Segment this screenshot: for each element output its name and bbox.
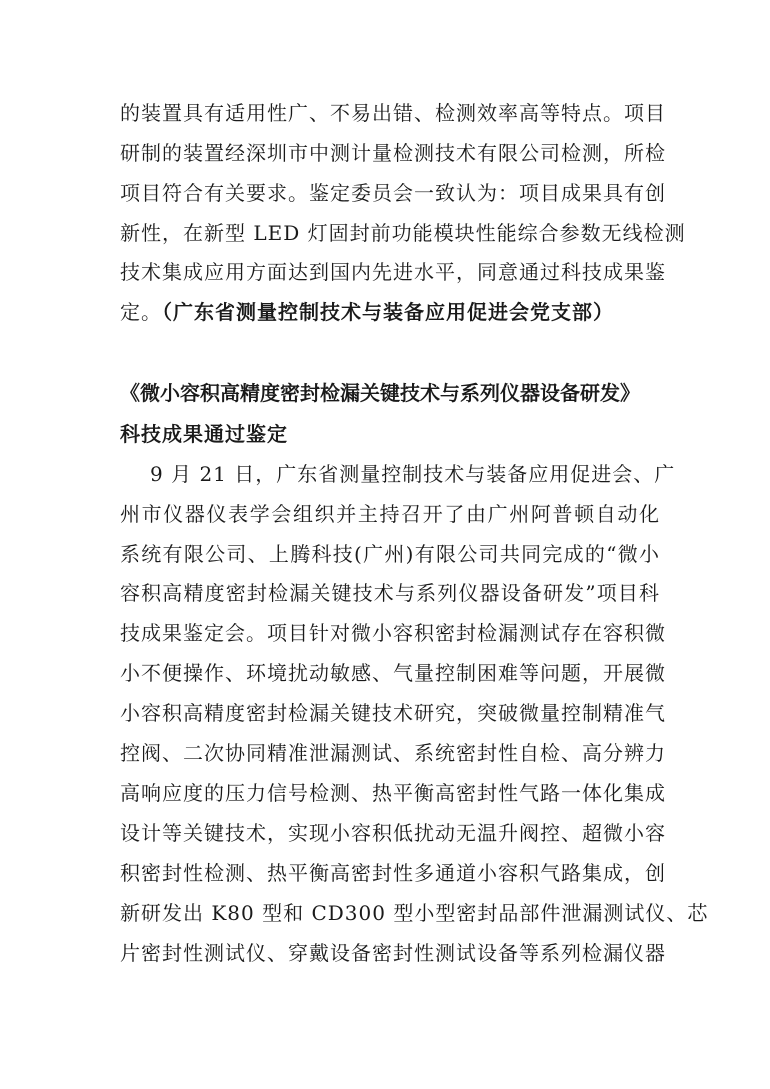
article-title: 《微小容积高精度密封检漏关键技术与系列仪器设备研发》	[120, 381, 640, 405]
article-line: 设计等关键技术，实现小容积低扰动无温升阀控、超微小容	[120, 821, 666, 845]
paragraph-line: 研制的装置经深圳市中测计量检测技术有限公司检测，所检	[120, 141, 666, 165]
paragraph-line: 的装置具有适用性广、不易出错、检测效率高等特点。项目	[120, 101, 666, 125]
paragraph-line: 定。	[120, 300, 162, 324]
article-line: 小不便操作、环境扰动敏感、气量控制困难等问题，开展微	[120, 661, 666, 685]
article-line: 9 月 21 日，广东省测量控制技术与装备应用促进会、广	[150, 462, 676, 486]
article-line: 小容积高精度密封检漏关键技术研究，突破微量控制精准气	[120, 701, 666, 725]
article-line: 系统有限公司、上腾科技(广州)有限公司共同完成的“微小	[120, 542, 660, 566]
article-line: 州市仪器仪表学会组织并主持召开了由广州阿普顿自动化	[120, 502, 660, 526]
paragraph-last-line	[120, 299, 660, 325]
article-line: 片密封性测试仪、穿戴设备密封性测试设备等系列检漏仪器	[120, 941, 666, 965]
article-line: 控阀、二次协同精准泄漏测试、系统密封性自检、高分辨力	[120, 741, 666, 765]
article-line: 技成果鉴定会。项目针对微小容积密封检漏测试存在容积微	[120, 621, 666, 645]
paragraph-line: 技术集成应用方面达到国内先进水平，同意通过科技成果鉴	[120, 260, 666, 284]
paragraph-line: 新性，在新型 LED 灯固封前功能模块性能综合参数无线检测	[120, 221, 686, 245]
article-line: 高响应度的压力信号检测、热平衡高密封性气路一体化集成	[120, 781, 666, 805]
article-line: 容积高精度密封检漏关键技术与系列仪器设备研发”项目科	[120, 581, 660, 605]
article-line: 积密封性检测、热平衡高密封性多通道小容积气路集成，创	[120, 861, 666, 885]
article-title-subline: 科技成果通过鉴定	[120, 422, 288, 446]
source-attribution: （广东省测量控制技术与装备应用促进会党支部）	[162, 300, 614, 324]
article-line: 新研发出 K80 型和 CD300 型小型密封品部件泄漏测试仪、芯	[120, 901, 709, 925]
paragraph-line: 项目符合有关要求。鉴定委员会一致认为：项目成果具有创	[120, 181, 666, 205]
